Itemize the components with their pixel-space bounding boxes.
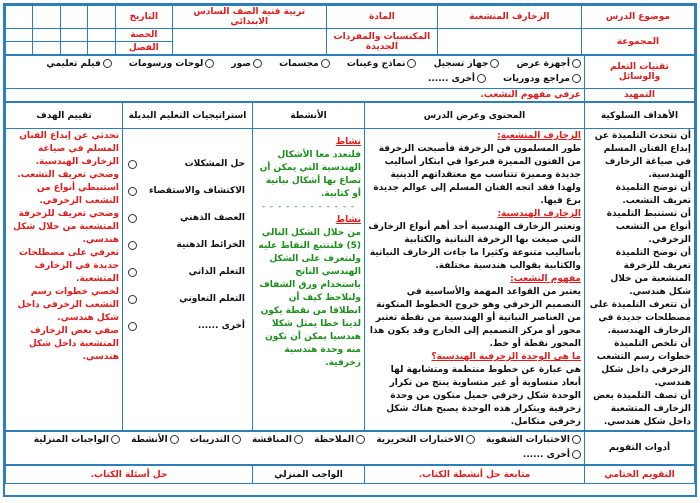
period-cell-2 [60, 29, 88, 42]
vocab-label: المكتسبات والمفردات الجديدة [326, 29, 437, 55]
lesson-topic-label: موضوع الدرس [581, 6, 694, 29]
main-table [5, 102, 695, 431]
activity-separator: - - - - - - - - - - - - [261, 202, 356, 212]
homework-value: حل أسئلة الكتاب. [6, 466, 253, 484]
strategies-cell [123, 129, 253, 431]
strategy-option[interactable]: الاكتشاف والاستقصاء [128, 185, 245, 198]
evaluation-option[interactable]: أخرى ...... [523, 448, 581, 463]
group-label: المجموعة [581, 29, 694, 55]
objective-item: أن تصف التلميذة بعض الزخارف المتشعبة داخل شكل هندسي. [593, 391, 691, 427]
period-label: الحصة [116, 29, 173, 42]
objective-item: أن تتعرف التلميذة على مصطلحات جديدة في الزخارف الهندسية. [589, 300, 691, 336]
group-value [437, 29, 581, 55]
period-cell-4 [6, 29, 33, 42]
assessment-item: وضحي تعريف للزخرفة المتشعبة من خلال شكل هندسي. [13, 209, 119, 245]
lesson-topic-value: الزخارف المتشعبة [437, 6, 581, 29]
col-assessment-header: تقييم الهدف [6, 103, 123, 129]
homework-label: الواجب المنزلي [253, 466, 365, 484]
activity-title: نشاط [335, 137, 361, 147]
content-section-text: طور المسلمون فن الزخرفة فأصبحت الزخرفة من الفنون المميزة فبرعوا في ابتكار أساليب جديدة ومميزة تتناسب مع معتقداتهم الدينية ولهذا فقد اتجه الفنان المسلم إلى عوالم جديدة برع فيها. [373, 144, 581, 206]
intro-value: عرفي مفهوم التشعب. [6, 89, 585, 102]
tools-row-1 [9, 57, 581, 72]
objective-item: أن تتحدث التلميذة عن إبداع الفنان المسلم في صياغة الزخارف الهندسية. [594, 131, 691, 180]
content-section-title: مفهوم التشعب: [510, 274, 581, 284]
content-section-title: ما هي الوحدة الزخرفية الهندسية؟ [431, 352, 581, 362]
content-section-text: يعتبر من القواعد المهمة والأساسية في التصميم الزخرفي وهو خروج الخطوط المتكونة من العناصر النباتية أو الهندسية من نقطة تعتبر محور أو مركز التصميم إلى الخارج وقد يكون هذا المحور نقطة أو خط. [369, 287, 581, 349]
tools-row-2 [9, 72, 581, 87]
evaluation-option[interactable]: التدريبات [190, 433, 241, 448]
activity-title: نشاط [335, 215, 361, 225]
class-cell-2 [60, 42, 88, 55]
radio-icon [232, 435, 241, 444]
period-cell-3 [32, 29, 60, 42]
assessment-item: وضحي تعريف التشعب. [17, 170, 119, 180]
evaluation-option[interactable]: المناقشة [252, 433, 303, 448]
class-cell-1 [88, 42, 116, 55]
content-section-title: الزخارف المتشعبة: [497, 131, 581, 141]
tool-option[interactable]: أجهزة عرض [517, 57, 581, 72]
objective-item: أن تلخص التلميذة خطوات رسم التشعب الزخرفي داخل شكل هندسي. [596, 339, 691, 388]
objective-item: أن توضح التلميذة تعريف التشعب. [615, 183, 691, 206]
radio-icon [477, 74, 486, 83]
assessment-item: تعرفي على مصطلحات جديدة في الزخارف المتشعبة. [18, 248, 119, 284]
date-cell-1 [88, 6, 116, 29]
date-cell-2 [60, 6, 88, 29]
evaluation-option[interactable]: الأنشطة [131, 433, 179, 448]
evaluation-options [6, 432, 585, 465]
radio-icon [253, 59, 262, 68]
radio-icon [294, 435, 303, 444]
radio-icon [490, 59, 499, 68]
activity-text: فلنعدد معا الأشكال الهندسية التي يمكن أن تصاغ بها أشكال نباتية أو كتابية. [259, 150, 361, 199]
evaluation-option[interactable]: الواجبات المنزلية [34, 433, 120, 448]
radio-icon [572, 450, 581, 459]
activities-cell [253, 129, 365, 431]
tool-option[interactable]: جهاز تسجيل [434, 57, 500, 72]
strategy-option[interactable]: الخرائط الذهنية [128, 239, 245, 252]
assessment-cell [6, 129, 123, 431]
tool-option[interactable]: صور [231, 57, 262, 72]
footer-table [5, 465, 695, 484]
radio-icon [170, 435, 179, 444]
radio-icon [356, 435, 365, 444]
strategy-option[interactable]: التعلم الذاتي [128, 266, 245, 279]
subject-value: تربية فنية الصف السادس الابتدائي [172, 6, 326, 29]
content-cell [365, 129, 585, 431]
final-eval-label: التقويم الختامي [585, 466, 695, 484]
objectives-cell [585, 129, 695, 431]
activity-text: من خلال الشكل التالي (5) فلنتتبع النقاط عليه ولنتعرف على الشكل الهندسي الناتج باستخدام ورق الشفاف ولنلاحظ كيف أن انطلاقا من نقطة يكون لدينا خطا يمثل شكلا هندسيا يمكن أن تكون منه وحدة هندسية زخرفية. [258, 228, 361, 368]
radio-icon [103, 59, 112, 68]
tools-options [6, 56, 585, 89]
period-cell-1 [88, 29, 116, 42]
tools-table [5, 55, 695, 102]
date-cell-4 [6, 6, 33, 29]
content-section-text: هي عبارة عن خطوط منتظمة ومتشابهة لها أبعاد متساوية أو غير متساوية ينتج من تكرار الوحدة شكل زخرفي جميل متكون من وحدة زخرفية وبتكرار هذه الوحدة يصبح هناك شكل زخرفي متكامل. [386, 365, 581, 427]
tool-option[interactable]: فيلم تعليمي [46, 57, 111, 72]
radio-icon [321, 59, 330, 68]
radio-icon [466, 435, 475, 444]
radio-icon [572, 435, 581, 444]
strategy-option[interactable]: التعلم التعاوني [128, 293, 245, 306]
radio-icon [205, 59, 214, 68]
radio-icon [128, 241, 137, 250]
content-section-text: وتعتبر الزخارف الهندسية أحد أهم أنواع الزخارف التي صيغت بها الزخرفة النباتية والكتابية بأساليب متنوعة وكثيرا ما جاءت الزخارف النباتية والكتابية بقوالب هندسية مختلفة. [368, 222, 581, 271]
subject-label: المادة [326, 6, 437, 29]
radio-icon [128, 187, 137, 196]
date-label: التاريخ [116, 6, 173, 29]
class-label: الفصل [116, 42, 173, 55]
radio-icon [407, 59, 416, 68]
radio-icon [128, 268, 137, 277]
tool-option[interactable]: أخرى ...... [428, 72, 486, 87]
vocab-value [172, 29, 326, 55]
content-section-title: الزخارف الهندسية: [497, 209, 581, 219]
radio-icon [128, 322, 137, 331]
tool-option[interactable]: مجسمات [279, 57, 330, 72]
objective-item: أن توضح التلميذة تعريف للزخرفة المتشعبة من خلال شكل هندسي. [610, 248, 691, 297]
tool-option[interactable]: نماذج وعينات [347, 57, 417, 72]
class-cell-3 [32, 42, 60, 55]
class-cell-4 [6, 42, 33, 55]
strategy-option[interactable]: العصف الذهني [128, 212, 245, 225]
col-objectives-header: الأهداف السلوكية [585, 103, 695, 129]
radio-icon [128, 214, 137, 223]
col-activities-header: الأنشطة [253, 103, 365, 129]
objective-item: أن تستنبط التلميذة أنواع من التشعب الزخرفي. [606, 209, 691, 245]
tool-option[interactable]: لوحات ورسومات [129, 57, 214, 72]
radio-icon [128, 295, 137, 304]
evaluation-table [5, 431, 695, 465]
assessment-item: لخصي خطوات رسم التشعب الزخرفي داخل شكل هندسي. [17, 287, 119, 323]
radio-icon [572, 59, 581, 68]
assessment-item: استنبطي أنواع من التشعب الزخرفي. [36, 183, 119, 206]
evaluation-option[interactable]: الاختبارات التحريرية [376, 433, 474, 448]
col-content-header: المحتوى وعرض الدرس [365, 103, 585, 129]
tools-label: تقنيات التعلم والوسائل [585, 56, 695, 89]
radio-icon [111, 435, 120, 444]
final-eval-value: متابعة حل أنشطة الكتاب. [365, 466, 585, 484]
assessment-item: تحدثي عن إبداع الفنان المسلم في صياغة الزخارف الهندسية. [19, 131, 119, 167]
radio-icon [572, 74, 581, 83]
header-table [5, 5, 695, 55]
strategy-option[interactable]: حل المشكلات [128, 158, 245, 171]
col-strategies-header: استراتيجيات التعليم البديلة [123, 103, 253, 129]
tool-option[interactable]: مراجع ودوريات [503, 72, 581, 87]
evaluation-option[interactable]: الاختبارات الشفوية [486, 433, 581, 448]
evaluation-option[interactable]: الملاحظة [314, 433, 365, 448]
date-cell-3 [32, 6, 60, 29]
intro-label: التمهيد [585, 89, 695, 102]
evaluation-label: أدوات التقويم [585, 432, 695, 465]
lesson-plan-sheet [3, 3, 697, 497]
assessment-item: صفي بعض الزخارف المتشعبة داخل شكل هندسي. [28, 326, 119, 362]
strategy-option[interactable]: أخرى ...... [128, 320, 245, 333]
radio-icon [128, 160, 137, 169]
